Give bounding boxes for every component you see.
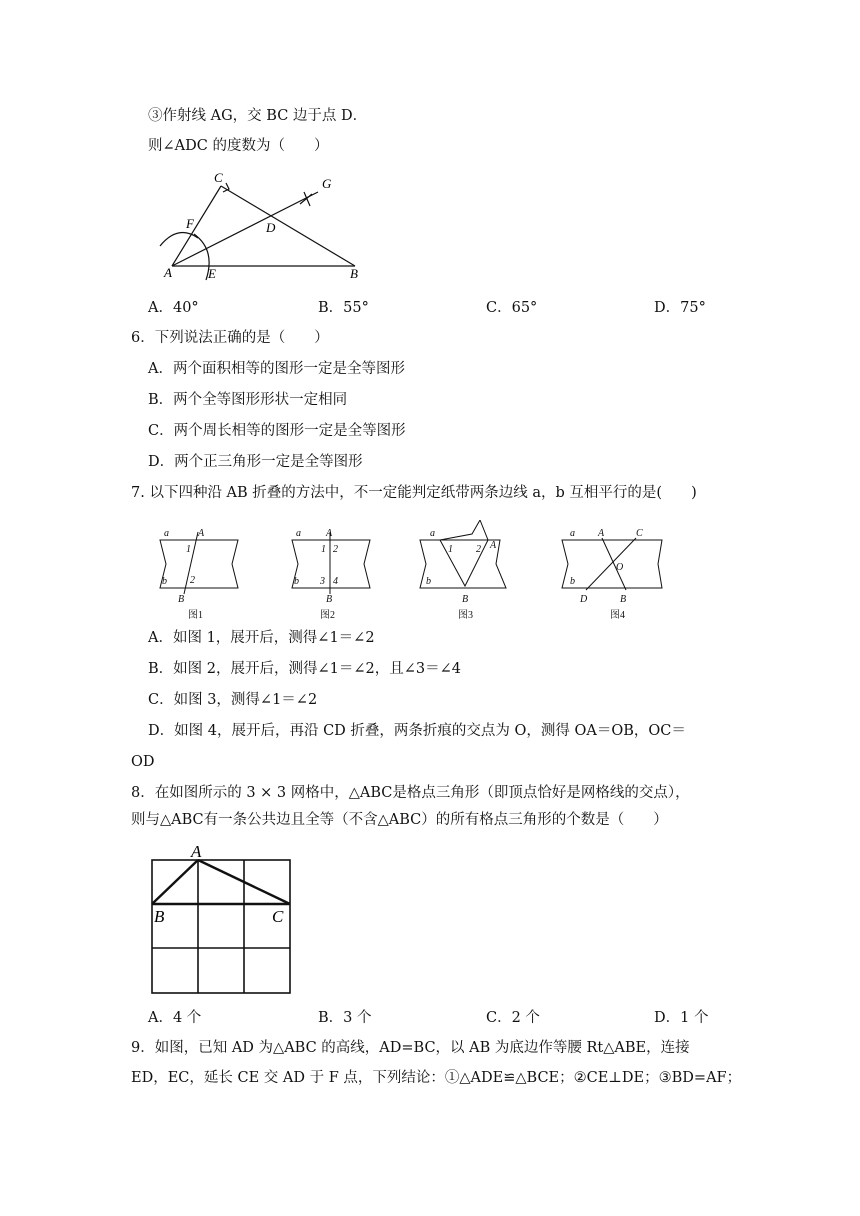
fig2-label-1: 1	[321, 544, 326, 555]
fig1-label-2: 2	[190, 575, 195, 586]
q7-figures	[150, 520, 690, 624]
fig4-caption: 图4	[610, 610, 625, 621]
q5-option-c[interactable]: C．65°	[486, 300, 538, 316]
q7-option-b[interactable]: B．如图 2，展开后，测得∠1＝∠2，且∠3＝∠4	[148, 661, 461, 677]
q5-option-d[interactable]: D．75°	[654, 300, 706, 316]
fig2-label-3: 3	[320, 576, 325, 587]
fig3-caption: 图3	[458, 610, 473, 621]
q5-step3: ③作射线 AG，交 BC 边于点 D．	[148, 108, 368, 124]
label-G: G	[322, 176, 332, 191]
q8-stem-line2: 则与△ABC有一条公共边且全等（不含△ABC）的所有格点三角形的个数是（ ）	[131, 812, 668, 828]
q8-option-d[interactable]: D．1 个	[654, 1010, 709, 1026]
q8-option-c[interactable]: C．2 个	[486, 1010, 540, 1026]
q7-option-d[interactable]: D．如图 4，展开后，再沿 CD 折叠，两条折痕的交点为 O，测得 OA＝OB，OC＝	[148, 723, 686, 739]
q6-option-b[interactable]: B．两个全等图形形状一定相同	[148, 392, 348, 408]
q6-stem: 6．下列说法正确的是（ ）	[131, 330, 329, 346]
label-F: F	[186, 216, 194, 231]
fig3-label-a: a	[430, 528, 435, 539]
fig1-label-b: b	[162, 576, 167, 587]
q5-option-b[interactable]: B．55°	[318, 300, 369, 316]
fig3-label-B: B	[462, 594, 469, 605]
fig1-label-B: B	[178, 594, 185, 605]
fig4-label-D: D	[580, 594, 588, 605]
fig2-label-2: 2	[333, 544, 338, 555]
q7-option-c[interactable]: C．如图 3，测得∠1＝∠2	[148, 692, 318, 708]
label-E: E	[208, 266, 216, 281]
fig4-label-A: A	[598, 528, 605, 539]
fig3-label-b: b	[426, 576, 431, 587]
label-A: A	[164, 265, 172, 280]
label-B: B	[350, 266, 358, 281]
q7-option-a[interactable]: A．如图 1，展开后，测得∠1＝∠2	[148, 630, 375, 646]
label-D: D	[266, 220, 276, 235]
q8-option-b[interactable]: B．3 个	[318, 1010, 372, 1026]
q5-option-a[interactable]: A．40°	[148, 300, 199, 316]
fig1-caption: 图1	[188, 610, 203, 621]
fig4-label-O: O	[616, 562, 624, 573]
fig3-label-2: 2	[476, 544, 481, 555]
fig2-label-A: A	[326, 528, 333, 539]
grid-label-A: A	[191, 842, 202, 861]
grid-label-C: C	[272, 907, 284, 926]
q7-stem: 7. 以下四种沿 AB 折叠的方法中，不一定能判定纸带两条边线 a，b 互相平行的是( )	[131, 485, 697, 501]
q6-option-c[interactable]: C．两个周长相等的图形一定是全等图形	[148, 423, 406, 439]
fig2-label-b: b	[294, 576, 299, 587]
q5-figure	[150, 162, 380, 284]
q5-question: 则∠ADC 的度数为（ ）	[148, 138, 329, 154]
q8-option-a[interactable]: A．4 个	[148, 1010, 202, 1026]
fig3-label-A: A	[490, 540, 497, 551]
q7-option-d-continued: OD	[131, 754, 155, 770]
fig2-label-B: B	[326, 594, 333, 605]
q8-grid-figure	[146, 840, 298, 1000]
fig4-label-a: a	[570, 528, 575, 539]
fig2-caption: 图2	[320, 610, 335, 621]
fig2-label-a: a	[296, 528, 301, 539]
label-C: C	[214, 170, 223, 185]
q6-option-d[interactable]: D．两个正三角形一定是全等图形	[148, 454, 363, 470]
fig1-label-A: A	[198, 528, 205, 539]
grid-label-B: B	[154, 907, 165, 926]
fig2-label-4: 4	[333, 576, 338, 587]
fig4-label-b: b	[570, 576, 575, 587]
fig4-label-B: B	[620, 594, 627, 605]
q8-stem-line1: 8．在如图所示的 3 × 3 网格中，△ABC是格点三角形（即顶点恰好是网格线的交点），	[131, 785, 690, 801]
fig1-label-1: 1	[186, 544, 191, 555]
fig4-label-C: C	[636, 528, 643, 539]
q9-stem-line1: 9．如图，已知 AD 为△ABC 的高线，AD=BC，以 AB 为底边作等腰 Rt△ABE，连接	[131, 1040, 690, 1056]
fig3-label-1: 1	[448, 544, 453, 555]
q9-stem-line2: ED，EC，延长 CE 交 AD 于 F 点，下列结论：①△ADE≌△BCE；②CE⊥DE；③BD=AF；	[131, 1070, 742, 1086]
fig1-label-a: a	[164, 528, 169, 539]
q6-option-a[interactable]: A．两个面积相等的图形一定是全等图形	[148, 361, 405, 377]
